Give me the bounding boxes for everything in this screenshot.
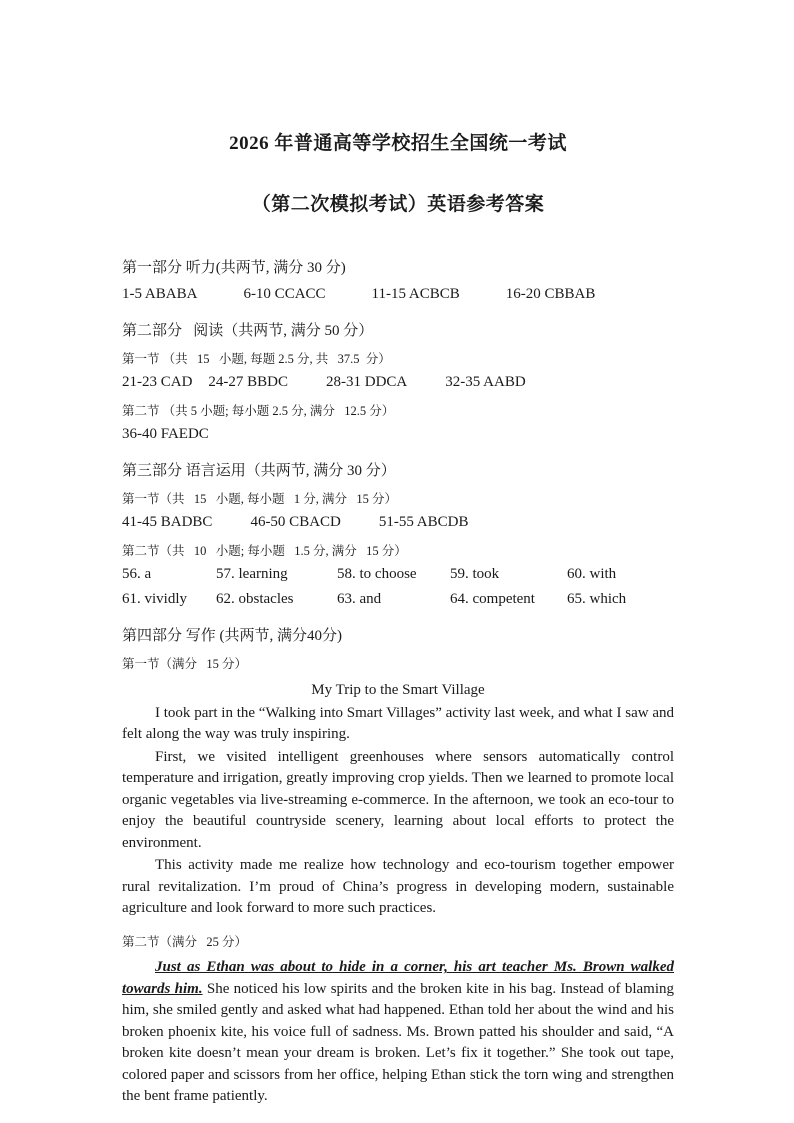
answer-group: 16-20 CBBAB bbox=[505, 286, 596, 302]
answer-group: 1-5 ABABA bbox=[122, 286, 198, 302]
answer-group: 11-15 ACBCB bbox=[371, 286, 460, 302]
doc-title: 2026 年普通高等学校招生全国统一考试 bbox=[229, 133, 567, 154]
part2-section1-note: 第一节 （共 15 小题, 每题 2.5 分, 共 37.5 分） bbox=[122, 352, 391, 366]
doc-subtitle: （第二次模拟考试）英语参考答案 bbox=[251, 194, 545, 215]
fill-answer: 60. with bbox=[567, 566, 617, 582]
part3-fill-row-1 bbox=[122, 566, 674, 583]
part4-section2-note: 第二节（满分 25 分） bbox=[122, 935, 248, 950]
part2-heading: 第二部分 阅读（共两节, 满分 50 分） bbox=[122, 323, 374, 339]
essay-paragraph-2: First, we visited intelligent greenhouses where sensors automatically control temperature and irrigation, greatly improving crop yields. Then we learned to promote local organic vegetables via live-streaming e-commerce. In the afternoon, we took an eco-tour to enjoy the beautiful countryside scenery, learning about local efforts to protect the environment. bbox=[122, 748, 674, 851]
essay-title: My Trip to the Smart Village bbox=[311, 682, 485, 698]
answer-group: 24-27 BBDC bbox=[208, 374, 289, 390]
continuation-body-text: She noticed his low spirits and the broken kite in his bag. Instead of blaming him, she smiled gently and asked what had happened. Ethan told her about the wind and his broken phoenix kite, his voice full of sadness. Ms. Brown patted his shoulder and said, “A broken kite doesn’t mean your dream is broken. Let’s fix it together.” She took out tape, colored paper and scissors from her office, helping Ethan stick the torn wing and strengthen the bent frame patiently. bbox=[122, 980, 674, 1104]
part2-section2-note: 第二节 （共 5 小题; 每小题 2.5 分, 满分 12.5 分） bbox=[122, 404, 395, 418]
part1-answers-row bbox=[122, 286, 674, 303]
continuation-lead-sentence: Just as Ethan was about to hide in a corner, his art teacher Ms. Brown walked towards him. bbox=[122, 959, 674, 997]
fill-answer: 59. took bbox=[450, 566, 500, 582]
part4-section1-note: 第一节（满分 15 分） bbox=[122, 657, 248, 671]
essay-paragraph-1: I took part in the “Walking into Smart Villages” activity last week, and what I saw and felt along the way was truly inspiring. bbox=[122, 705, 674, 743]
essay-paragraph-3: This activity made me realize how technology and eco-tourism together empower rural revitalization. I’m proud of China’s progress in developing modern, sustainable agriculture and look forward to more such practices. bbox=[122, 857, 674, 916]
fill-answer: 57. learning bbox=[216, 566, 288, 582]
fill-answer: 63. and bbox=[337, 591, 382, 607]
fill-answer: 64. competent bbox=[450, 591, 535, 607]
answer-group: 21-23 CAD bbox=[122, 374, 193, 390]
part4-heading: 第四部分 写作 (共两节, 满分40分) bbox=[122, 628, 342, 644]
answer-group: 28-31 DDCA bbox=[326, 374, 408, 390]
answer-group: 41-45 BADBC bbox=[122, 514, 213, 530]
part3-section1-note: 第一节（共 15 小题, 每小题 1 分, 满分 15 分） bbox=[122, 492, 398, 506]
part1-heading: 第一部分 听力(共两节, 满分 30 分) bbox=[122, 260, 346, 276]
fill-answer: 56. a bbox=[122, 566, 152, 582]
part3-fill-row-2 bbox=[122, 591, 674, 608]
answer-group: 36-40 FAEDC bbox=[122, 426, 209, 442]
part3-section2-note: 第二节（共 10 小题; 每小题 1.5 分, 满分 15 分） bbox=[122, 544, 407, 558]
answer-group: 51-55 ABCDB bbox=[378, 514, 469, 530]
part3-section1-answers-row bbox=[122, 514, 674, 531]
fill-answer: 62. obstacles bbox=[216, 591, 294, 607]
part2-section1-answers-row bbox=[122, 374, 674, 391]
part2-section2-answers-row bbox=[122, 426, 674, 443]
fill-answer: 65. which bbox=[567, 591, 627, 607]
part3-heading: 第三部分 语言运用（共两节, 满分 30 分） bbox=[122, 463, 396, 479]
answer-group: 32-35 AABD bbox=[445, 374, 526, 390]
continuation-paragraph bbox=[122, 957, 674, 1107]
answer-group: 6-10 CCACC bbox=[243, 286, 326, 302]
fill-answer: 58. to choose bbox=[337, 566, 417, 582]
answer-group: 46-50 CBACD bbox=[250, 514, 341, 530]
fill-answer: 61. vividly bbox=[122, 591, 188, 607]
